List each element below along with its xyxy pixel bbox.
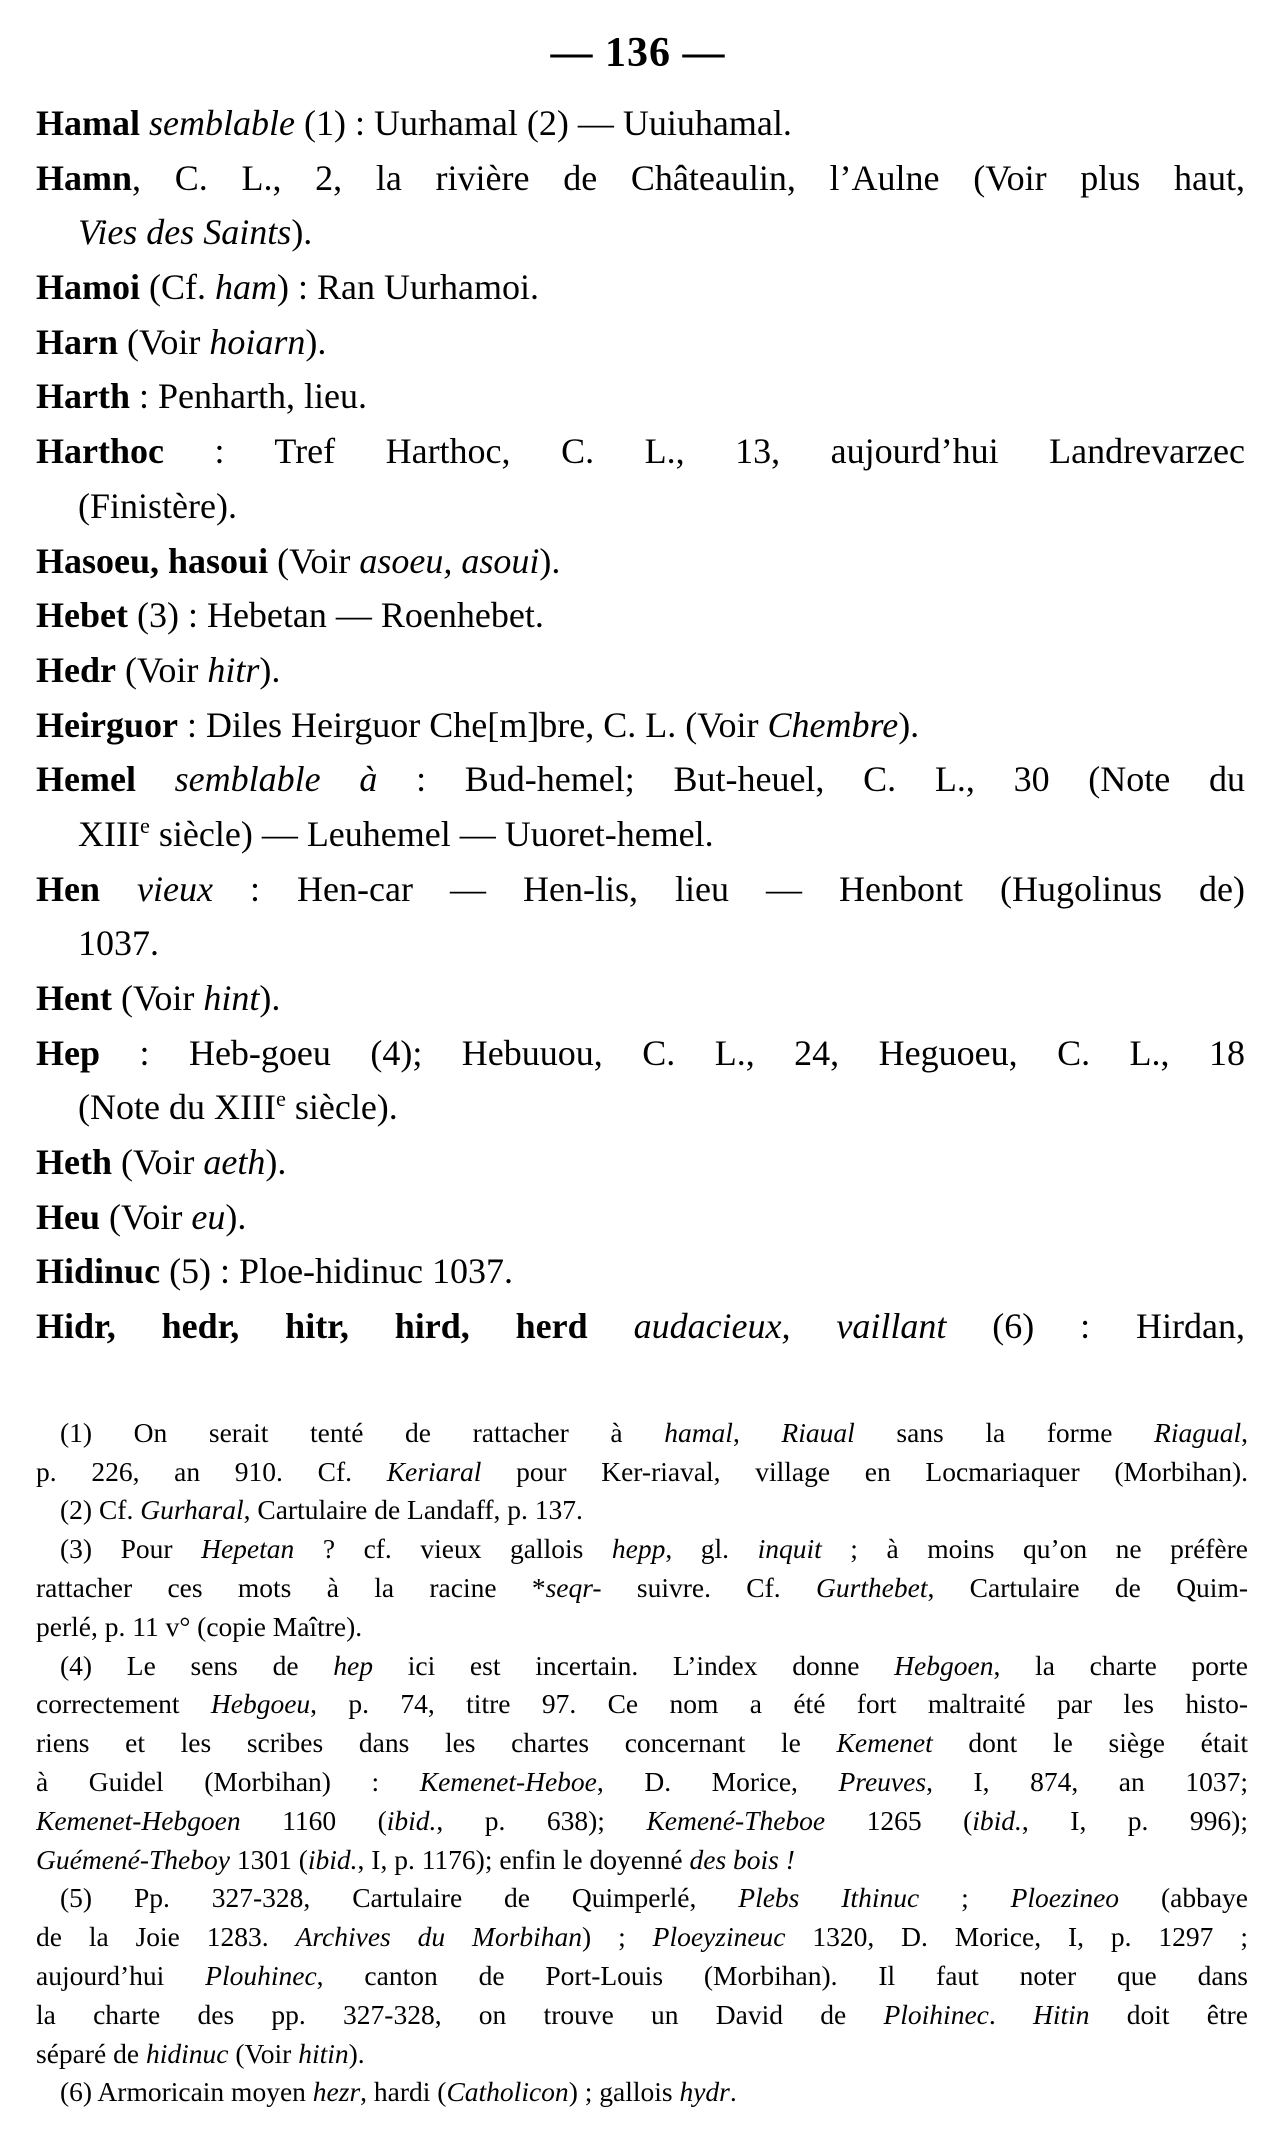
text-run: . (988, 1998, 1033, 2030)
text-run: Harn (36, 321, 119, 362)
entry-line (36, 643, 1245, 698)
text-run: , (1241, 1416, 1248, 1448)
entry-line (36, 96, 1245, 151)
text-run: hep (333, 1649, 373, 1681)
text-run: (Cf. (140, 267, 215, 308)
text-run: Heth (36, 1142, 112, 1183)
text-run: suivre. Cf. (601, 1572, 816, 1603)
text-run: Catholicon (446, 2076, 569, 2108)
text-run: pour Ker-riaval, village en Locmariaquer (Morbihan). (481, 1455, 1248, 1487)
text-run: à Guidel (Morbihan) : (36, 1765, 420, 1797)
text-run: Hebgoeu (210, 1688, 311, 1720)
footnote-line (36, 1453, 1248, 1492)
text-run: hoiarn (209, 321, 306, 362)
text-run: doit être (1089, 1998, 1248, 2030)
footnote-line (36, 1802, 1248, 1841)
text-run: Kemené-Theboe (646, 1804, 826, 1836)
text-run: ). (259, 649, 281, 690)
text-run: Hidinuc (36, 1251, 161, 1292)
text-run: aujourd’hui (36, 1959, 206, 1991)
text-run (140, 103, 149, 143)
entry-line (36, 698, 1245, 753)
text-run: la charte des pp. 327-328, on trouve un David de (36, 1998, 884, 2030)
footnote-line (36, 1841, 1248, 1880)
text-run: Riaual (781, 1416, 855, 1448)
text-run (588, 1306, 634, 1346)
text-run: Plouhinec (205, 1959, 317, 1991)
entry-line (36, 369, 1245, 424)
text-run: (Voir (228, 2037, 299, 2069)
text-run: vieux (137, 868, 213, 909)
footnote-line (36, 1530, 1248, 1569)
text-run: ) ; gallois (568, 2076, 680, 2108)
text-run: , p. 638); (436, 1804, 647, 1836)
text-run: ). (539, 540, 561, 581)
text-run: ibid. (307, 1843, 358, 1875)
text-run: (Voir (112, 1142, 204, 1183)
text-run: Hidr, hedr, hitr, hird, herd (36, 1306, 588, 1347)
text-run: 1037. (78, 923, 159, 964)
text-run: Preuves (838, 1765, 927, 1797)
text-run: asoeu, asoui (359, 540, 540, 581)
text-run: Hamn (36, 157, 133, 198)
text-run: hezr (312, 2076, 361, 2108)
text-run: inquit (757, 1533, 822, 1565)
text-run: 1265 ( (825, 1804, 973, 1836)
text-run: (2) Cf. (60, 1494, 141, 1526)
text-run: Archives du Morbihan (295, 1921, 583, 1953)
text-run: , Cartulaire de Quim- (927, 1572, 1248, 1603)
text-run: perlé, p. 11 v° (copie Maître). (36, 1610, 363, 1642)
text-run: ? cf. vieux gallois (294, 1533, 612, 1565)
footnote-line (36, 1879, 1248, 1918)
text-run: ham (215, 267, 277, 308)
text-run: e (275, 1086, 286, 1112)
text-run: : Penharth, lieu. (130, 376, 367, 417)
entry-line (36, 315, 1245, 370)
text-run: hitr (207, 649, 260, 690)
text-run: eu (191, 1196, 226, 1237)
text-run: (3) : Hebetan — Roenhebet. (127, 595, 544, 636)
text-run: ici est incertain. L’index donne (373, 1649, 895, 1681)
footnote-line (36, 1647, 1248, 1686)
page-number: — 136 — (550, 30, 726, 76)
entry-line (36, 424, 1245, 479)
text-run: e (139, 812, 150, 838)
text-run: : Bud-hemel; But-heuel, C. L., 30 (Note du (377, 759, 1245, 800)
text-run (136, 759, 175, 799)
entry-line (78, 205, 1245, 260)
text-run: , Cartulaire de Landaff, p. 137. (243, 1494, 583, 1526)
text-run: Kemenet-Heboe (419, 1765, 597, 1797)
entry-line (36, 1026, 1245, 1081)
entry-line (36, 1244, 1245, 1299)
entry-line (78, 807, 1245, 862)
entry-line (36, 534, 1245, 589)
text-run: (Note du XIII (78, 1087, 276, 1128)
text-run: Gurthebet (815, 1572, 928, 1603)
text-run: ). (225, 1196, 247, 1237)
text-run: (4) Le sens de (60, 1649, 334, 1681)
text-run: Guémené-Theboy (36, 1843, 230, 1875)
footnotes (36, 1414, 1248, 2112)
text-run: , canton de Port-Louis (Morbihan). Il faut noter que dans (316, 1959, 1248, 1991)
text-run: Hep (36, 1032, 101, 1073)
text-run: hidinuc (145, 2037, 229, 2069)
entry-line (78, 916, 1245, 971)
text-run: Hamoi (36, 267, 140, 308)
text-run: Hen (36, 868, 101, 909)
text-run: ). (291, 212, 313, 253)
text-run: Hemel (36, 759, 136, 800)
text-run: Chembre (767, 704, 899, 745)
text-run: (3) Pour (60, 1533, 202, 1565)
entry-line (36, 862, 1245, 917)
text-run: (Finistère). (78, 485, 237, 526)
text-run: hitin (298, 2037, 349, 2069)
text-run: : Hen-car — Hen-lis, lieu — Henbont (Hugolinus de) (212, 868, 1245, 909)
text-run: (Voir (268, 540, 360, 581)
text-run: 1320, D. Morice, I, p. 1297 ; (785, 1921, 1248, 1953)
text-run: ) : Ran Uurhamoi. (277, 267, 539, 308)
text-run: (Voir (115, 649, 208, 690)
text-run: ). (259, 978, 281, 1018)
text-run: Kemenet (836, 1727, 933, 1759)
text-run: , gl. (665, 1533, 758, 1565)
text-run: : Heb-goeu (4); Hebuuou, C. L., 24, Heguoeu, C. L., 18 (100, 1032, 1245, 1073)
text-run: ). (305, 321, 327, 362)
text-run: , C. L., 2, la rivière de Châteaulin, l’Aulne (Voir plus haut, (132, 157, 1245, 198)
text-run: siècle). (285, 1087, 398, 1128)
text-run: hamal (664, 1416, 733, 1448)
text-run: Riagual (1154, 1416, 1242, 1448)
text-run: dont le siège était (932, 1727, 1248, 1759)
dictionary-entries (36, 96, 1245, 1354)
text-run: hepp (611, 1533, 666, 1565)
entry-line (78, 1080, 1245, 1135)
footnote-line (36, 1763, 1248, 1802)
text-run: (1) : Uurhamal (2) — Uuiuhamal. (294, 103, 792, 143)
text-run: Hitin (1032, 1998, 1090, 2030)
text-run: hydr (679, 2076, 730, 2108)
text-run: des bois ! (689, 1843, 795, 1875)
text-run: (Voir (112, 978, 204, 1018)
text-run: , I, p. 1176); enfin le doyenné (357, 1843, 690, 1875)
text-run: Hamal (36, 103, 140, 143)
text-run: 1160 ( (240, 1804, 387, 1836)
text-run: ibid. (386, 1804, 437, 1836)
text-run: , la charte porte (993, 1649, 1248, 1681)
text-run: , I, p. 996); (1021, 1804, 1248, 1836)
text-run: , p. 74, titre 97. Ce nom a été fort maltraité par les histo- (310, 1688, 1248, 1720)
text-run: 1301 ( (229, 1843, 308, 1875)
footnote-line (36, 1918, 1248, 1957)
entry-line (36, 260, 1245, 315)
footnote-line (36, 1491, 1248, 1530)
text-run: (6) Armoricain moyen (60, 2076, 313, 2108)
footnote-line (36, 2035, 1248, 2074)
text-run: rattacher ces mots à la racine * (36, 1572, 546, 1603)
text-run: XIII (78, 813, 140, 854)
footnote-line (36, 1724, 1248, 1763)
entry-line (36, 588, 1245, 643)
text-run: Hent (36, 978, 112, 1018)
text-run: audacieux, vaillant (633, 1306, 947, 1347)
text-run: (5) Pp. 327-328, Cartulaire de Quimperlé, (60, 1882, 739, 1914)
text-run: Heirguor (36, 704, 178, 745)
text-run: Keriaral (386, 1455, 482, 1487)
text-run: séparé de (36, 2037, 146, 2069)
text-run: Kemenet-Hebgoen (36, 1804, 241, 1836)
text-run: : Diles Heirguor Che[m]bre, C. L. (Voir (177, 704, 768, 745)
text-run: seqr- (545, 1572, 602, 1603)
text-run: (1) On serait tenté de rattacher à (60, 1416, 665, 1448)
text-run: Harthoc (36, 431, 164, 472)
text-run: Hebet (36, 595, 128, 636)
text-run: , (732, 1416, 782, 1448)
text-run: Gurharal (140, 1494, 244, 1526)
entry-line (78, 479, 1245, 534)
footnote-line (36, 1996, 1248, 2035)
text-run: ; (919, 1882, 1011, 1914)
text-run: Heu (36, 1196, 101, 1237)
text-run: . (729, 2076, 737, 2108)
text-run: (6) : Hirdan, (946, 1306, 1245, 1347)
entry-line (36, 1135, 1245, 1190)
text-run: , I, 874, an 1037; (926, 1765, 1248, 1797)
footnote-line (36, 1569, 1248, 1608)
text-run: semblable à (174, 759, 378, 800)
text-run: siècle) — Leuhemel — Uuoret-hemel. (149, 813, 714, 854)
footnote-line (36, 1957, 1248, 1996)
text-run: riens et les scribes dans les chartes concernant le (36, 1727, 837, 1759)
text-run: ). (265, 1142, 287, 1183)
text-run: semblable (149, 103, 295, 143)
footnote-line (36, 1414, 1248, 1453)
text-run: Hedr (36, 649, 116, 690)
text-run: ). (898, 704, 920, 745)
text-run: ). (348, 2037, 365, 2069)
footnote-line (36, 1685, 1248, 1724)
text-run: , D. Morice, (596, 1765, 839, 1797)
text-run: Ploeyzineuc (652, 1921, 786, 1953)
text-run: , hardi ( (360, 2076, 447, 2108)
footnote-line (36, 1608, 1248, 1647)
text-run: (Voir (100, 1196, 192, 1237)
text-run: ; à moins qu’on ne préfère (821, 1533, 1248, 1565)
entry-line (36, 151, 1245, 206)
footnote-line (36, 2073, 1248, 2112)
entry-line (36, 971, 1245, 1026)
text-run: de la Joie 1283. (36, 1921, 296, 1953)
text-run: Harth (36, 376, 130, 417)
text-run: Plebs Ithinuc (738, 1882, 920, 1914)
text-run: sans la forme (854, 1416, 1155, 1448)
text-run (100, 869, 137, 909)
text-run: (abbaye (1119, 1882, 1248, 1914)
text-run: p. 226, an 910. Cf. (36, 1455, 387, 1487)
text-run: Hepetan (201, 1533, 295, 1565)
text-run: aeth (203, 1142, 266, 1183)
text-run: Vies des Saints (78, 212, 292, 253)
text-run: Ploihinec (883, 1998, 989, 2030)
text-run: hint (203, 978, 260, 1018)
text-run: ) ; (582, 1921, 653, 1953)
entry-line (36, 1299, 1245, 1354)
text-run: correctement (36, 1688, 211, 1720)
text-run: : Tref Harthoc, C. L., 13, aujourd’hui Landrevarzec (163, 431, 1245, 472)
entry-line (36, 1190, 1245, 1245)
text-run: Hebgoen (894, 1649, 994, 1681)
text-run: (5) : Ploe-hidinuc 1037. (160, 1251, 514, 1292)
text-run: Hasoeu, hasoui (36, 540, 269, 581)
text-run: (Voir (118, 321, 210, 362)
text-run: Ploezineo (1010, 1882, 1120, 1914)
entry-line (36, 752, 1245, 807)
text-run: ibid. (972, 1804, 1022, 1836)
